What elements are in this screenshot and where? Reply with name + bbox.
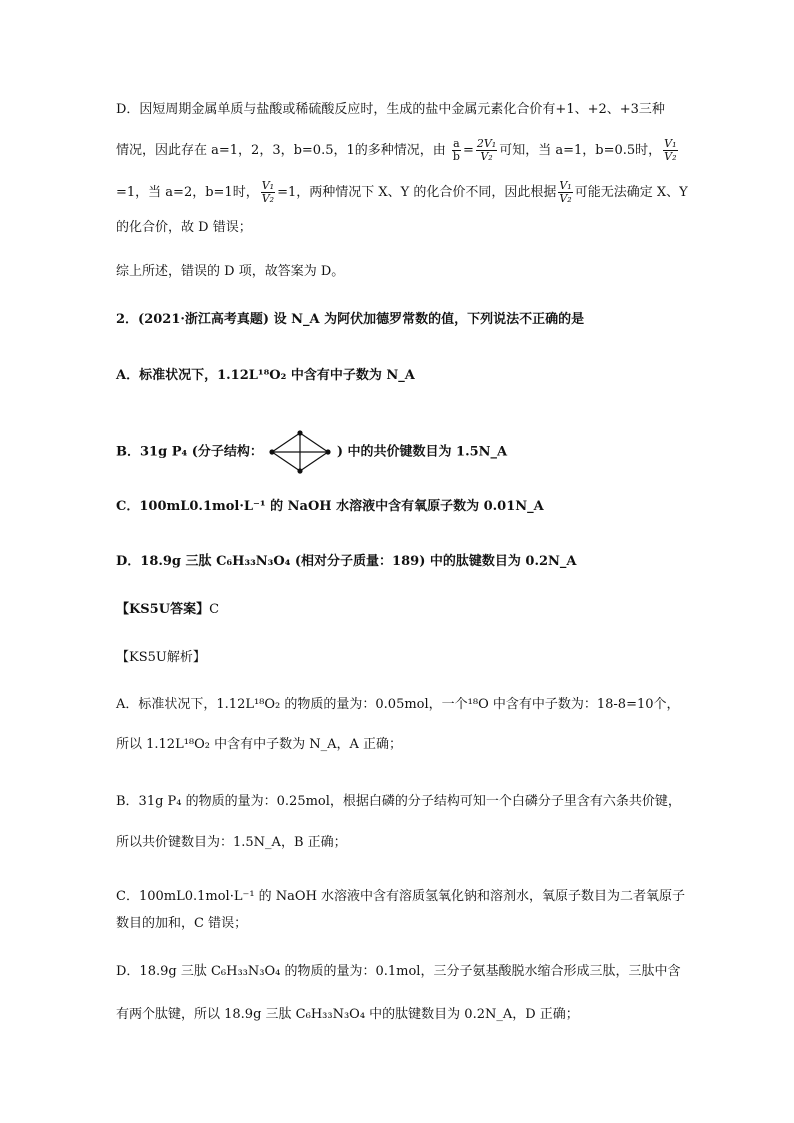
option-b [116, 430, 507, 474]
prev-option-d-line-1: D．因短周期金属单质与盐酸或稀硫酸反应时，生成的盐中金属元素化合价有+1、+2、+3三种 [116, 102, 665, 117]
fraction-v1-over-v2 [261, 180, 275, 205]
fraction-numerator: V₁ [664, 137, 677, 150]
analysis-d-line-2: 有两个肽键，所以 18.9g 三肽 C₆H₃₃N₃O₄ 中的肽键数目为 0.2N_A，D 正确； [116, 1007, 579, 1022]
prev-option-d-line-3 [116, 180, 688, 205]
fraction-v1-over-v2 [558, 180, 572, 205]
fraction-v1-over-v2 [663, 138, 677, 163]
analysis-b-line-1: B．31g P₄ 的物质的量为：0.25mol，根据白磷的分子结构可知一个白磷分子里含有六条共价键， [116, 794, 681, 809]
option-b-prefix: B．31g P₄ (分子结构： [116, 444, 263, 460]
analysis-a-line-1: A．标准状况下，1.12L¹⁸O₂ 的物质的量为：0.05mol，一个¹⁸O 中含有中子数为：18-8=10个， [116, 697, 680, 712]
analysis-d-line-1: D．18.9g 三肽 C₆H₃₃N₃O₄ 的物质的量为：0.1mol，三分子氨基酸脱水缩合形成三肽，三肽中含 [116, 964, 681, 979]
text-segment: 情况，因此存在 a=1，2，3，b=0.5，1的多种情况，由 [116, 143, 446, 158]
answer-value: C [209, 602, 220, 617]
fraction-denominator: b [452, 150, 460, 163]
equals-sign: = [462, 143, 474, 158]
text-segment: 可知，当 a=1，b=0.5时， [499, 143, 662, 158]
prev-option-d-line-2 [116, 138, 680, 163]
text-segment: =1，当 a=2，b=1时， [116, 185, 259, 200]
answer-line [116, 600, 219, 620]
prev-option-d-line-4: 的化合价，故 D 错误； [116, 220, 252, 235]
fraction-denominator: V₂ [480, 150, 493, 163]
fraction-numerator: V₁ [261, 179, 275, 192]
question-stem: 2．(2021·浙江高考真题) 设 N_A 为阿伏加德罗常数的值，下列说法不正确的是 [116, 312, 585, 327]
fraction-denominator: V₂ [261, 192, 275, 205]
option-b-suffix: ) 中的共价键数目为 1.5N_A [336, 444, 508, 460]
analysis-c-line-1: C．100mL0.1mol·L⁻¹ 的 NaOH 水溶液中含有溶质氢氧化钠和溶剂水，氧原子数目为二者氧原子 [116, 889, 686, 904]
fraction-numerator: a [453, 137, 460, 150]
prev-summary: 综上所述，错误的 D 项，故答案为 D。 [116, 264, 345, 279]
text-segment: 可能无法确定 X、Y [574, 185, 688, 200]
answer-label: 【KS5U答案】 [116, 602, 210, 617]
fraction-denominator: V₂ [664, 150, 677, 163]
fraction-a-over-b [452, 138, 461, 163]
analysis-a-line-2: 所以 1.12L¹⁸O₂ 中含有中子数为 N_A，A 正确； [116, 737, 403, 752]
option-a: A．标准状况下，1.12L¹⁸O₂ 中含有中子数为 N_A [116, 368, 415, 383]
option-d: D．18.9g 三肽 C₆H₃₃N₃O₄ (相对分子质量：189) 中的肽键数目为 0.2N_A [116, 554, 577, 569]
analysis-label: 【KS5U解析】 [116, 650, 206, 665]
fraction-numerator: 2V₁ [476, 137, 497, 150]
analysis-c-line-2: 数目的加和，C 错误； [116, 916, 248, 931]
analysis-b-line-2: 所以共价键数目为：1.5N_A，B 正确； [116, 835, 347, 850]
fraction-numerator: V₁ [559, 179, 572, 192]
text-segment: =1，两种情况下 X、Y 的化合价不同，因此根据 [277, 185, 557, 200]
fraction-denominator: V₂ [559, 192, 572, 205]
fraction-2v1-over-v2 [476, 138, 497, 163]
p4-tetrahedron-structure-icon [269, 430, 331, 474]
option-c: C．100mL0.1mol·L⁻¹ 的 NaOH 水溶液中含有氧原子数为 0.01N_A [116, 499, 544, 514]
